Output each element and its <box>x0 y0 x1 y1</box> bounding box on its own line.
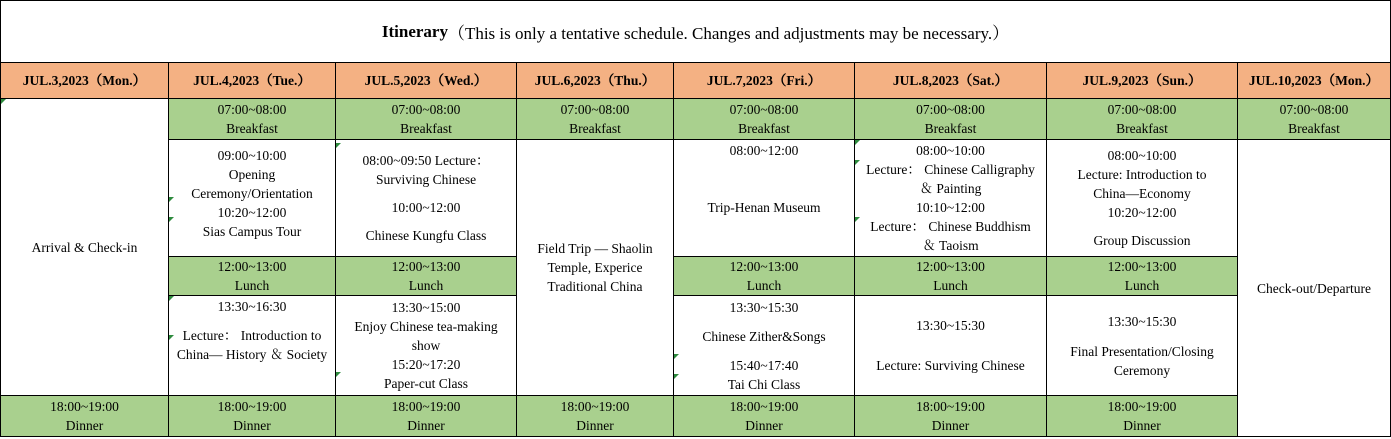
dinner-cell <box>1047 396 1238 437</box>
time: 13:30~15:30 <box>916 318 985 333</box>
meal-time: 07:00~08:00 <box>391 102 461 117</box>
lunch-row <box>1 257 1391 296</box>
activity: Lecture： Chinese Calligraphy <box>866 162 1035 177</box>
header-row <box>1 63 1391 99</box>
meal-time: 12:00~13:00 <box>729 259 799 274</box>
cell-marker <box>336 143 341 148</box>
fri-morning-cell <box>674 140 855 257</box>
breakfast-cell <box>1238 99 1391 140</box>
dinner-row <box>1 396 1391 437</box>
meal-label: Breakfast <box>924 121 977 136</box>
tue-morning-cell <box>169 140 336 257</box>
thu-field-trip-cell <box>517 140 674 396</box>
activity: China—Economy <box>1093 186 1191 201</box>
meal-label: Lunch <box>234 278 270 293</box>
day-header: JUL.3,2023（Mon.） <box>1 63 169 99</box>
title-bold: Itinerary <box>381 21 448 41</box>
meal-time: 12:00~13:00 <box>217 259 287 274</box>
meal-label: Dinner <box>233 418 271 433</box>
time: 13:30~15:30 <box>729 299 799 315</box>
time: 13:30~16:30 <box>217 299 287 314</box>
cell-marker <box>1 99 6 104</box>
dinner-cell <box>855 396 1047 437</box>
meal-time: 18:00~19:00 <box>560 399 630 414</box>
activity: Lecture: Surviving Chinese <box>876 358 1025 373</box>
departure-cell <box>1238 140 1391 437</box>
cell-marker <box>674 354 679 359</box>
lunch-cell <box>169 257 336 296</box>
lunch-cell <box>674 257 855 296</box>
meal-time: 18:00~19:00 <box>729 399 799 414</box>
meal-time: 12:00~13:00 <box>391 259 461 274</box>
breakfast-cell <box>1047 99 1238 140</box>
meal-label: Dinner <box>1123 418 1161 433</box>
itinerary-title <box>0 0 1391 62</box>
meal-label: Dinner <box>745 418 783 433</box>
fri-afternoon-cell <box>674 296 855 396</box>
departure-label: Check-out/Departure <box>1257 280 1371 296</box>
cell-marker <box>855 217 860 222</box>
time: 10:20~12:00 <box>217 205 287 220</box>
activity: Group Discussion <box>1093 233 1191 248</box>
time: 08:00~12:00 <box>729 143 799 158</box>
activity: Chinese Zither&Songs <box>702 328 826 344</box>
breakfast-row <box>1 99 1391 140</box>
time: 15:40~17:40 <box>729 357 799 373</box>
meal-label: Breakfast <box>738 121 790 136</box>
time: 10:20~12:00 <box>1107 205 1177 220</box>
day-header: JUL.8,2023（Sat.） <box>855 63 1047 99</box>
meal-label: Dinner <box>65 418 104 433</box>
day-header: JUL.10,2023（Mon.） <box>1238 63 1391 99</box>
meal-time: 07:00~08:00 <box>217 102 287 117</box>
meal-label: Breakfast <box>400 121 452 136</box>
activity: Temple, Experice <box>547 260 643 275</box>
meal-label: Lunch <box>746 278 782 293</box>
meal-time: 12:00~13:00 <box>1107 259 1177 274</box>
breakfast-cell <box>169 99 336 140</box>
meal-time: 18:00~19:00 <box>217 399 287 414</box>
morning-row <box>1 140 1391 257</box>
meal-time: 12:00~13:00 <box>916 259 985 274</box>
activity: Lecture： Chinese Buddhism <box>870 219 1031 234</box>
breakfast-cell <box>855 99 1047 140</box>
time: 10:10~12:00 <box>916 200 985 215</box>
cell-marker <box>169 296 174 301</box>
meal-label: Dinner <box>931 418 970 433</box>
breakfast-cell <box>674 99 855 140</box>
activity: Chinese Kungfu Class <box>365 228 487 243</box>
activity: Ceremony/Orientation <box>191 186 313 201</box>
cell-marker <box>674 374 679 379</box>
meal-label: Dinner <box>576 418 614 433</box>
meal-time: 07:00~08:00 <box>916 102 985 117</box>
breakfast-cell <box>517 99 674 140</box>
title-note: （This is only a tentative schedule. Changes and adjustments may be necessary.） <box>447 24 1010 43</box>
lunch-cell <box>855 257 1047 296</box>
dinner-cell <box>336 396 517 437</box>
cell-marker <box>169 197 174 202</box>
sat-morning-cell <box>855 140 1047 257</box>
time: 15:20~17:20 <box>391 357 461 372</box>
activity: Field Trip — Shaolin <box>537 241 653 256</box>
activity: Surviving Chinese <box>375 172 477 187</box>
meal-time: 07:00~08:00 <box>1279 102 1349 117</box>
dinner-cell <box>1 396 169 437</box>
meal-label: Lunch <box>408 278 444 293</box>
afternoon-row <box>1 296 1391 396</box>
sun-morning-cell <box>1047 140 1238 257</box>
meal-label: Dinner <box>407 418 445 433</box>
meal-label: Lunch <box>933 278 968 293</box>
activity: Paper-cut Class <box>383 376 469 391</box>
sat-afternoon-cell <box>855 296 1047 396</box>
time: 10:00~12:00 <box>391 200 461 215</box>
breakfast-cell <box>336 99 517 140</box>
meal-time: 07:00~08:00 <box>1107 102 1177 117</box>
activity: Opening <box>228 167 276 182</box>
cell-marker <box>855 160 860 165</box>
activity: Ceremony <box>1113 362 1171 378</box>
activity: Trip-Henan Museum <box>707 200 821 215</box>
meal-label: Breakfast <box>1288 121 1340 136</box>
meal-label: Lunch <box>1124 278 1160 293</box>
meal-time: 07:00~08:00 <box>729 102 799 117</box>
meal-time: 18:00~19:00 <box>50 399 119 414</box>
activity: Tai Chi Class <box>727 376 801 392</box>
day-header: JUL.4,2023（Tue.） <box>169 63 336 99</box>
meal-time: 18:00~19:00 <box>391 399 461 414</box>
time: 09:00~10:00 <box>217 148 287 163</box>
cell-marker <box>169 217 174 222</box>
cell-marker <box>855 140 860 145</box>
wed-morning-cell <box>336 140 517 257</box>
activity: 08:00~09:50 Lecture： <box>362 153 490 168</box>
tue-afternoon-cell <box>169 296 336 396</box>
activity: Traditional China <box>547 279 643 294</box>
activity: Lecture: Introduction to <box>1077 167 1207 182</box>
meal-label: Breakfast <box>1116 121 1168 136</box>
day-header: JUL.6,2023（Thu.） <box>517 63 674 99</box>
meal-label: Breakfast <box>226 121 278 136</box>
time: 08:00~10:00 <box>1107 148 1177 163</box>
activity: Lecture： Introduction to <box>182 328 322 343</box>
dinner-cell <box>517 396 674 437</box>
day-header: JUL.9,2023（Sun.） <box>1047 63 1238 99</box>
lunch-cell <box>1047 257 1238 296</box>
activity: Final Presentation/Closing <box>1070 343 1214 359</box>
day-header: JUL.5,2023（Wed.） <box>336 63 517 99</box>
meal-time: 18:00~19:00 <box>916 399 985 414</box>
wed-afternoon-cell <box>336 296 517 396</box>
time: 08:00~10:00 <box>916 143 985 158</box>
dinner-cell <box>674 396 855 437</box>
meal-time: 18:00~19:00 <box>1107 399 1177 414</box>
cell-marker <box>169 335 174 340</box>
arrival-label: Arrival & Check-in <box>31 239 138 255</box>
activity: ＆ Taoism <box>922 238 979 253</box>
day-header: JUL.7,2023（Fri.） <box>674 63 855 99</box>
itinerary-table <box>0 62 1391 437</box>
activity: Sias Campus Tour <box>202 224 302 239</box>
lunch-cell <box>336 257 517 296</box>
meal-label: Breakfast <box>569 121 621 136</box>
cell-marker <box>336 372 341 377</box>
activity: ＆ Painting <box>919 181 982 196</box>
sun-afternoon-cell <box>1047 296 1238 396</box>
activity: Enjoy Chinese tea-making <box>354 319 498 334</box>
arrival-cell <box>1 99 169 396</box>
meal-time: 07:00~08:00 <box>560 102 630 117</box>
time: 13:30~15:00 <box>391 300 461 315</box>
activity: China— History ＆ Society <box>176 347 328 362</box>
activity: show <box>411 338 441 353</box>
time: 13:30~15:30 <box>1107 313 1177 329</box>
dinner-cell <box>169 396 336 437</box>
